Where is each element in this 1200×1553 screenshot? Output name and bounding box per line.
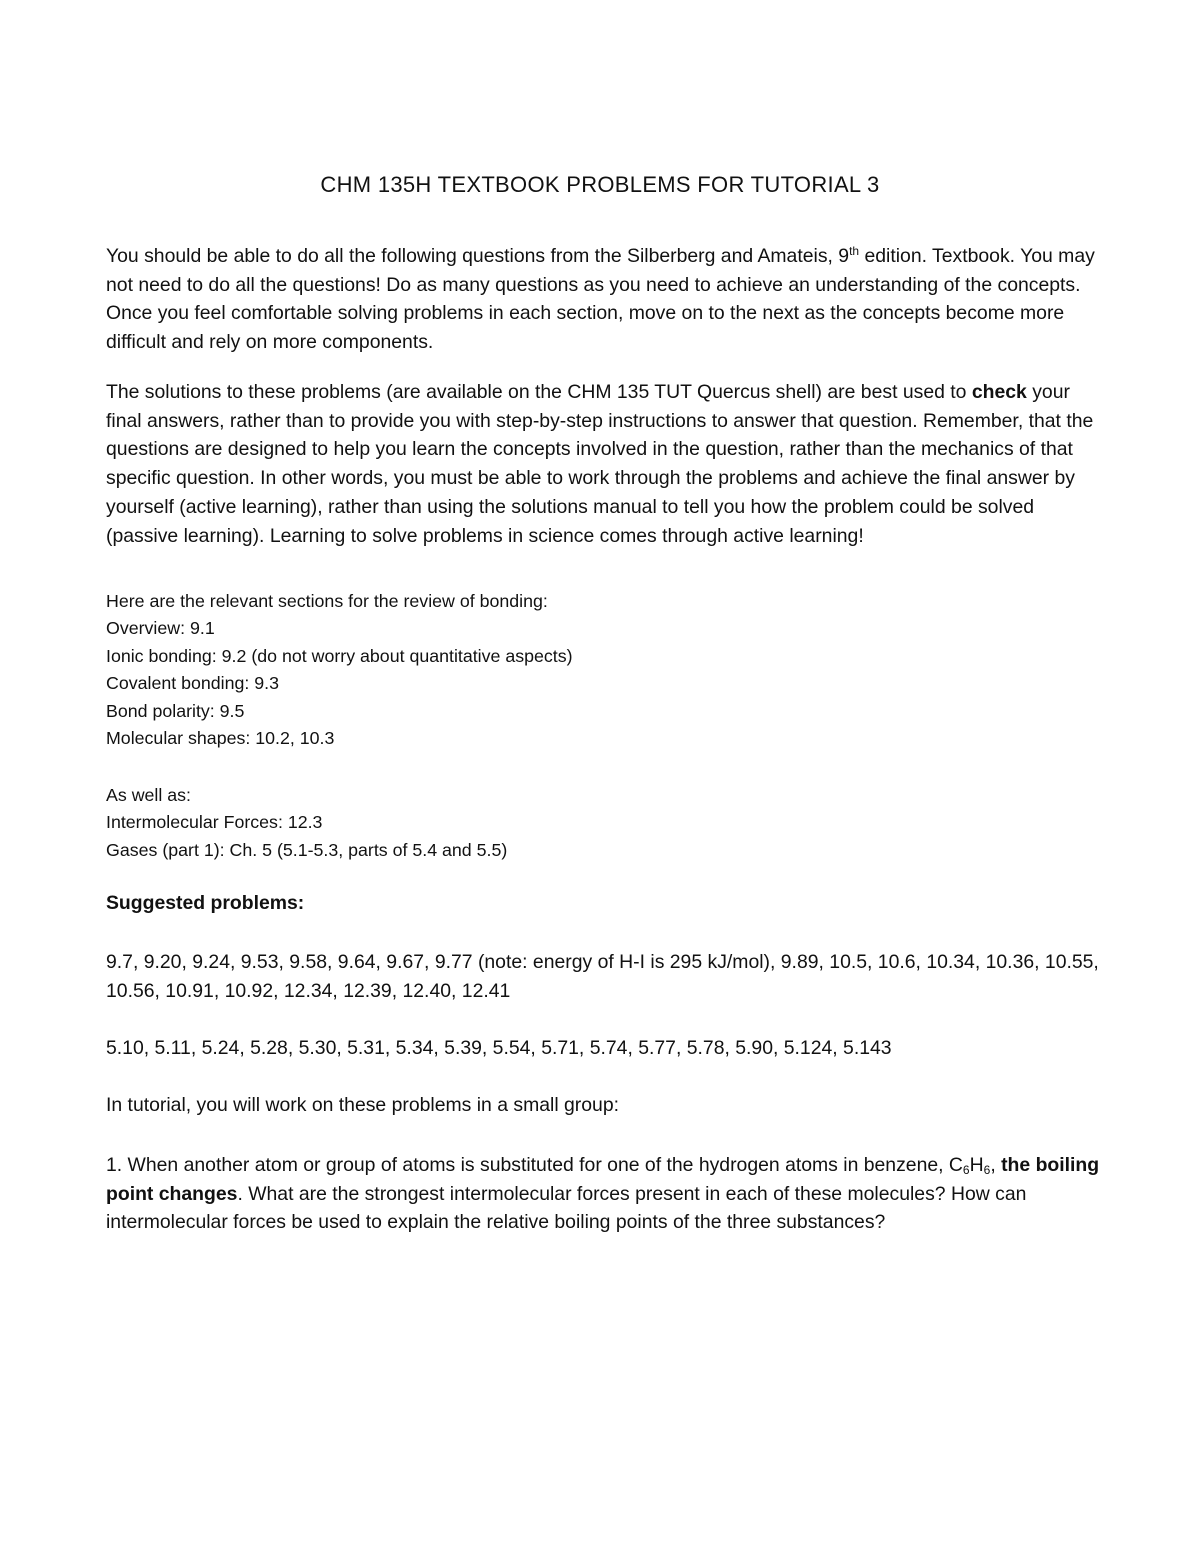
section-covalent-bonding: Covalent bonding: 9.3: [106, 673, 280, 694]
intro-text-end: edition. Textbook. You may not need to do all the questions! Do as many questions as you need to achieve an understanding of the concepts. Once you feel comfortable solving problems in each section, move on to the next as the concepts become more difficult and rely on more components.: [106, 245, 1095, 354]
section-ionic-bonding: Ionic bonding: 9.2 (do not worry about quantitative aspects): [106, 645, 573, 666]
question-1-comma: ,: [990, 1154, 1002, 1176]
additional-sections-list: [106, 782, 1106, 864]
question-1-text-end: . What are the strongest intermolecular forces present in each of these molecules? How can intermolecular forces be used to explain the relative boiling points of the three substances?: [106, 1182, 1027, 1234]
tutorial-intro: In tutorial, you will work on these problems in a small group:: [106, 1094, 620, 1116]
section-intermolecular-forces: Intermolecular Forces: 12.3: [106, 812, 323, 833]
benzene-subscript-h: 6: [983, 1163, 991, 1177]
question-1: [106, 1151, 1106, 1237]
section-overview: Overview: 9.1: [106, 618, 215, 639]
problems-chapter-5: 5.10, 5.11, 5.24, 5.28, 5.30, 5.31, 5.34, 5.39, 5.54, 5.71, 5.74, 5.77, 5.78, 5.90, 5.124, 5.143: [106, 1037, 892, 1059]
intro-text-start: You should be able to do all the following questions from the Silberberg and Amateis, 9: [106, 245, 850, 267]
benzene-h: H: [969, 1154, 984, 1176]
problems-chapter-9-12: 9.7, 9.20, 9.24, 9.53, 9.58, 9.64, 9.67, 9.77 (note: energy of H-I is 295 kJ/mol), 9.89, 10.5, 10.6, 10.34, 10.36, 10.55, 10.56, 10.91, 10.92, 12.34, 12.39, 12.40, 12.41: [106, 951, 1099, 1002]
sections-intro-line: Here are the relevant sections for the review of bonding:: [106, 591, 548, 611]
as-well-as-line: As well as:: [106, 785, 191, 805]
intro-paragraph: [106, 242, 1106, 357]
benzene-subscript-c: 6: [962, 1163, 970, 1177]
boiling-point-emphasis: the boiling point changes: [106, 1154, 1100, 1205]
solutions-text-end: your final answers, rather than to provide you with step-by-step instructions to answer that question. Remember, that the questions are designed to help you learn the concepts involved in the question, rather than the mechanics of that specific question. In other words, you must be able to work through the problems and achieve the final answer by yourself (active learning), rather than using the solutions manual to tell you how the problem could be solved (passive learning). Learning to solve problems in science comes through active learning!: [106, 381, 1094, 547]
suggested-problems-heading: Suggested problems:: [106, 892, 305, 914]
solutions-text-start: The solutions to these problems (are available on the CHM 135 TUT Quercus shell) are best used to: [106, 381, 972, 403]
solutions-paragraph: [106, 378, 1106, 550]
question-1-text-start: 1. When another atom or group of atoms is substituted for one of the hydrogen atoms in benzene, C: [106, 1154, 963, 1176]
section-gases: Gases (part 1): Ch. 5 (5.1-5.3, parts of 5.4 and 5.5): [106, 839, 508, 860]
section-molecular-shapes: Molecular shapes: 10.2, 10.3: [106, 728, 335, 749]
check-emphasis: check: [971, 381, 1027, 403]
bonding-sections-list: [106, 588, 1106, 752]
document-title: CHM 135H TEXTBOOK PROBLEMS FOR TUTORIAL 3: [320, 172, 880, 197]
section-bond-polarity: Bond polarity: 9.5: [106, 700, 245, 721]
edition-superscript: th: [849, 244, 860, 258]
